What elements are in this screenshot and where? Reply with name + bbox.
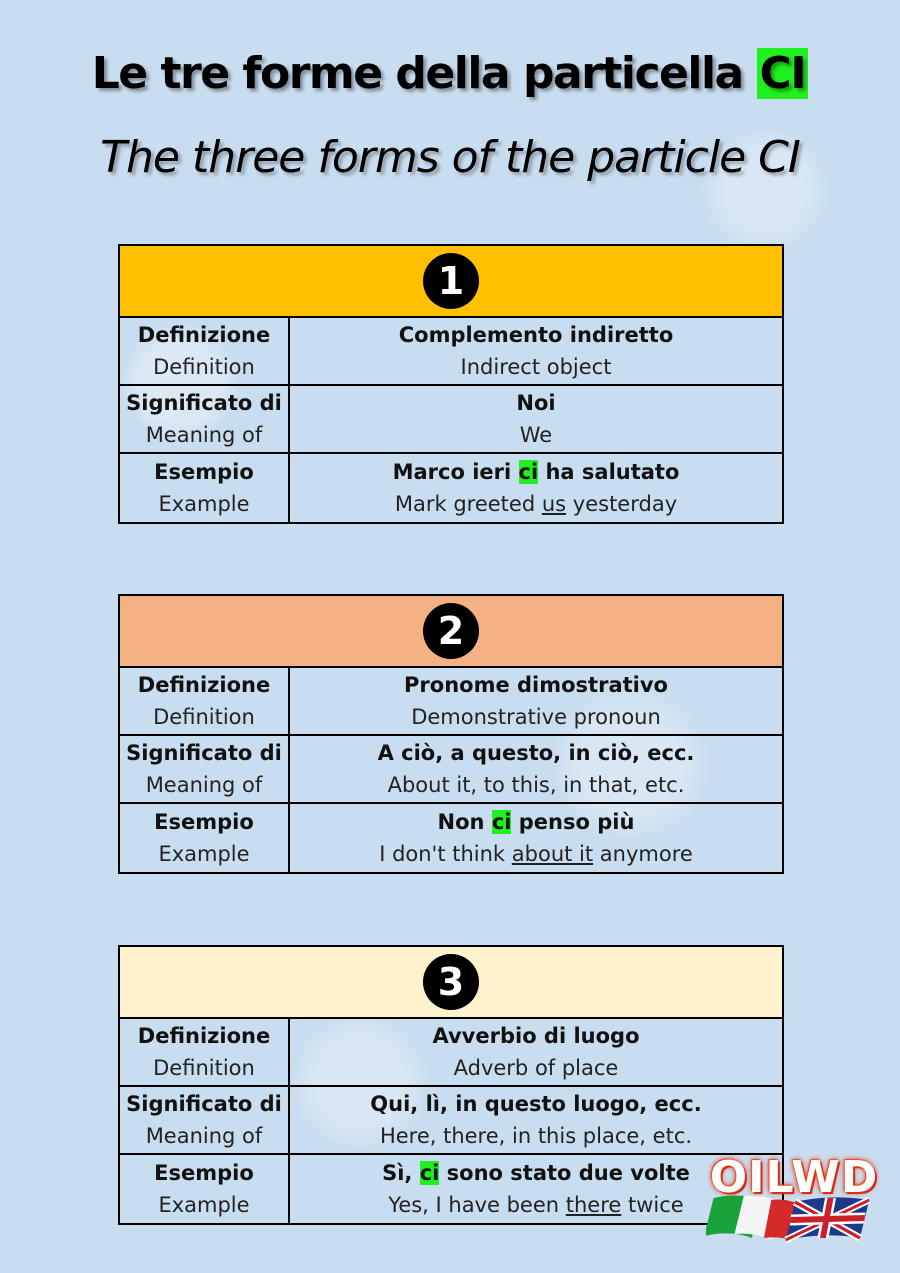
label-it: Esempio — [154, 1161, 254, 1185]
example-en — [379, 838, 693, 870]
value-cell — [290, 1019, 782, 1085]
label-en: Example — [158, 1193, 250, 1217]
example-en-underlined: there — [565, 1193, 622, 1217]
label-cell — [120, 668, 290, 734]
definition-row — [120, 668, 782, 736]
label-it: Definizione — [137, 323, 271, 347]
oilwd-logo — [706, 1152, 882, 1244]
label-en: Definition — [153, 1056, 255, 1080]
value-en: Indirect object — [460, 355, 612, 379]
value-cell — [290, 386, 782, 452]
value-it: Complemento indiretto — [398, 323, 674, 347]
value-cell — [290, 454, 782, 522]
value-en: Adverb of place — [453, 1056, 619, 1080]
value-it: A ciò, a questo, in ciò, ecc. — [377, 741, 695, 765]
card-1-header — [120, 246, 782, 318]
ci-highlight: ci — [518, 460, 539, 484]
value-it: Avverbio di luogo — [432, 1024, 640, 1048]
example-en-before: I don't think — [379, 842, 512, 866]
value-en: Here, there, in this place, etc. — [379, 1124, 693, 1148]
example-en-underlined: about it — [511, 842, 594, 866]
label-it: Esempio — [154, 810, 254, 834]
value-it: Qui, lì, in questo luogo, ecc. — [370, 1092, 702, 1116]
label-cell — [120, 736, 290, 802]
example-it-after: sono stato due volte — [439, 1161, 690, 1185]
label-cell — [120, 318, 290, 384]
label-it: Significato di — [126, 391, 282, 415]
example-it — [438, 806, 635, 838]
meaning-row — [120, 1087, 782, 1155]
meaning-row — [120, 736, 782, 804]
example-it-after: ha salutato — [538, 460, 680, 484]
example-en-underlined: us — [541, 492, 567, 516]
meaning-row — [120, 386, 782, 454]
card-1 — [118, 244, 784, 524]
label-en: Meaning of — [145, 423, 263, 447]
label-cell — [120, 1155, 290, 1223]
card-3 — [118, 945, 784, 1225]
value-it: Pronome dimostrativo — [404, 673, 668, 697]
label-cell — [120, 386, 290, 452]
example-row — [120, 804, 782, 872]
value-cell — [290, 1087, 782, 1153]
label-it: Significato di — [126, 741, 282, 765]
example-it — [382, 1157, 690, 1189]
label-it: Definizione — [137, 1024, 271, 1048]
example-en-before: Yes, I have been — [388, 1193, 566, 1217]
example-it — [393, 456, 680, 488]
label-cell — [120, 454, 290, 522]
logo-text: OILWD — [709, 1152, 879, 1203]
value-cell — [290, 804, 782, 872]
value-cell — [290, 668, 782, 734]
label-en: Example — [158, 842, 250, 866]
value-cell — [290, 736, 782, 802]
label-it: Definizione — [137, 673, 271, 697]
example-en-after: twice — [621, 1193, 684, 1217]
card-2-header — [120, 596, 782, 668]
example-it-before: Non — [437, 810, 492, 834]
label-en: Example — [158, 492, 250, 516]
example-en — [388, 1189, 683, 1221]
example-row — [120, 1155, 782, 1223]
definition-row — [120, 1019, 782, 1087]
value-cell — [290, 318, 782, 384]
example-en-before: Mark greeted — [394, 492, 542, 516]
ci-highlight: ci — [419, 1161, 440, 1185]
example-row — [120, 454, 782, 522]
example-it-before: Marco ieri — [392, 460, 519, 484]
label-cell — [120, 1087, 290, 1153]
label-en: Meaning of — [145, 1124, 263, 1148]
label-it: Esempio — [154, 460, 254, 484]
ci-highlight: ci — [491, 810, 512, 834]
example-en-after: anymore — [593, 842, 693, 866]
card-2 — [118, 594, 784, 874]
number-badge: 2 — [423, 603, 479, 659]
number-badge: 3 — [423, 954, 479, 1010]
value-it: Noi — [516, 391, 556, 415]
card-3-header — [120, 947, 782, 1019]
example-it-before: Sì, — [382, 1161, 420, 1185]
value-en: Demonstrative pronoun — [411, 705, 661, 729]
example-en-after: yesterday — [566, 492, 678, 516]
label-en: Definition — [153, 705, 255, 729]
label-it: Significato di — [126, 1092, 282, 1116]
page-title — [0, 48, 900, 99]
page-title-main: Le tre forme della particella — [91, 48, 757, 99]
label-en: Meaning of — [145, 773, 263, 797]
value-en: About it, to this, in that, etc. — [387, 773, 685, 797]
label-cell — [120, 804, 290, 872]
page-subtitle: The three forms of the particle CI — [100, 132, 800, 183]
definition-row — [120, 318, 782, 386]
value-en: We — [519, 423, 553, 447]
label-en: Definition — [153, 355, 255, 379]
number-badge: 1 — [423, 253, 479, 309]
label-cell — [120, 1019, 290, 1085]
example-en — [395, 488, 677, 520]
page-title-highlight: CI — [757, 48, 809, 99]
example-it-after: penso più — [511, 810, 635, 834]
